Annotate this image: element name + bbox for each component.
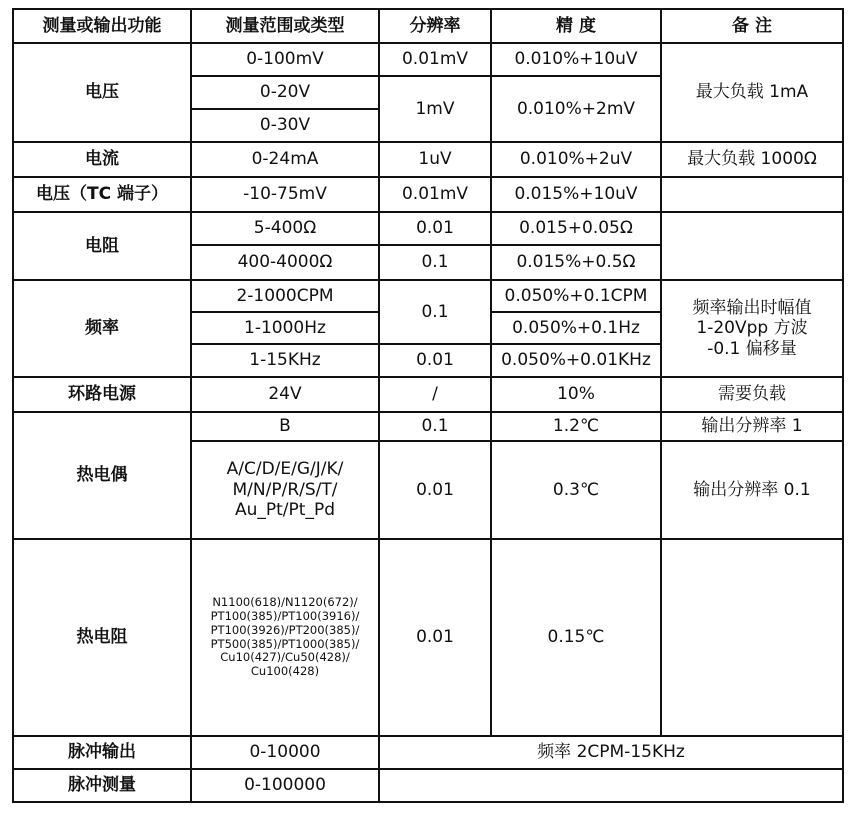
accuracy-cell: 0.050%+0.1Hz <box>491 312 661 344</box>
range-cell: 400-4000Ω <box>191 245 379 280</box>
header-note: 备 注 <box>661 9 843 43</box>
accuracy-cell: 0.010%+2mV <box>491 76 661 142</box>
range-cell: 24V <box>191 377 379 412</box>
resolution-cell: 0.01mV <box>379 43 491 76</box>
range-cell: B <box>191 412 379 441</box>
function-cell: 热电阻 <box>13 539 191 736</box>
accuracy-cell: 1.2℃ <box>491 412 661 441</box>
note-cell: 输出分辨率 0.1 <box>661 441 843 539</box>
accuracy-cell: 0.050%+0.1CPM <box>491 280 661 312</box>
accuracy-cell: 0.015%+10uV <box>491 177 661 212</box>
resolution-cell: 0.1 <box>379 280 491 344</box>
range-cell: 1-15KHz <box>191 344 379 377</box>
note-line: 频率输出时幅值 <box>692 297 812 318</box>
resolution-cell: 0.01 <box>379 212 491 245</box>
table-row <box>13 412 843 441</box>
resolution-cell: 0.01 <box>379 539 491 736</box>
range-line: M/N/P/R/S/T/ <box>232 479 338 500</box>
range-cell: 0-30V <box>191 109 379 142</box>
function-cell: 电压 <box>13 43 191 142</box>
accuracy-cell: 0.15℃ <box>491 539 661 736</box>
range-line: PT100(385)/PT100(3916)/ <box>210 608 360 623</box>
header-resolution: 分辨率 <box>379 9 491 43</box>
accuracy-cell: 0.050%+0.01KHz <box>491 344 661 377</box>
table-row <box>13 539 843 736</box>
note-cell <box>661 177 843 212</box>
span-cell <box>379 769 843 802</box>
note-cell: 需要负载 <box>661 377 843 412</box>
range-line: Au_Pt/Pt_Pd <box>234 500 335 521</box>
range-cell <box>191 539 379 736</box>
resolution-cell: 1uV <box>379 142 491 177</box>
accuracy-cell: 0.010%+2uV <box>491 142 661 177</box>
accuracy-cell: 0.015+0.05Ω <box>491 212 661 245</box>
function-cell: 环路电源 <box>13 377 191 412</box>
resolution-cell: / <box>379 377 491 412</box>
note-cell <box>661 212 843 280</box>
range-cell <box>191 441 379 539</box>
range-cell: 0-100000 <box>191 769 379 802</box>
function-cell: 电阻 <box>13 212 191 280</box>
function-cell: 脉冲输出 <box>13 736 191 769</box>
range-line: Cu100(428) <box>250 664 320 679</box>
range-line: A/C/D/E/G/J/K/ <box>226 459 344 480</box>
table-row <box>13 736 843 769</box>
function-cell: 电压（TC 端子） <box>13 177 191 212</box>
spec-table <box>12 8 844 803</box>
table-row <box>13 377 843 412</box>
range-cell: 0-10000 <box>191 736 379 769</box>
note-cell: 输出分辨率 1 <box>661 412 843 441</box>
function-cell: 脉冲测量 <box>13 769 191 802</box>
resolution-cell: 0.01 <box>379 344 491 377</box>
note-line: -0.1 偏移量 <box>707 338 797 359</box>
function-cell: 频率 <box>13 280 191 377</box>
header-accuracy: 精 度 <box>491 9 661 43</box>
note-cell: 最大负载 1mA <box>661 43 843 142</box>
range-line: PT500(385)/PT1000(385)/ <box>210 636 360 651</box>
resolution-cell: 0.01mV <box>379 177 491 212</box>
range-cell: 0-100mV <box>191 43 379 76</box>
function-cell: 电流 <box>13 142 191 177</box>
range-cell: 0-20V <box>191 76 379 109</box>
range-line: PT100(3926)/PT200(385)/ <box>210 622 360 637</box>
table-row <box>13 212 843 245</box>
range-cell: 0-24mA <box>191 142 379 177</box>
table-row <box>13 177 843 212</box>
accuracy-cell: 0.010%+10uV <box>491 43 661 76</box>
table-row <box>13 280 843 312</box>
function-cell: 热电偶 <box>13 412 191 539</box>
header-range: 测量范围或类型 <box>191 9 379 43</box>
note-cell <box>661 280 843 377</box>
resolution-cell: 0.01 <box>379 441 491 539</box>
note-cell: 最大负载 1000Ω <box>661 142 843 177</box>
range-cell: 1-1000Hz <box>191 312 379 344</box>
table-row <box>13 142 843 177</box>
resolution-cell: 0.1 <box>379 245 491 280</box>
resolution-cell: 0.1 <box>379 412 491 441</box>
header-function: 测量或输出功能 <box>13 9 191 43</box>
range-line: N1100(618)/N1120(672)/ <box>212 595 358 610</box>
note-line: 1-20Vpp 方波 <box>696 318 808 339</box>
accuracy-cell: 0.015%+0.5Ω <box>491 245 661 280</box>
header-row <box>13 9 843 43</box>
range-cell: 2-1000CPM <box>191 280 379 312</box>
note-cell <box>661 539 843 736</box>
range-line: Cu10(427)/Cu50(428)/ <box>220 650 350 665</box>
accuracy-cell: 10% <box>491 377 661 412</box>
resolution-cell: 1mV <box>379 76 491 142</box>
range-cell: -10-75mV <box>191 177 379 212</box>
accuracy-cell: 0.3℃ <box>491 441 661 539</box>
table-row <box>13 43 843 76</box>
span-cell: 频率 2CPM-15KHz <box>379 736 843 769</box>
table-row <box>13 769 843 802</box>
range-cell: 5-400Ω <box>191 212 379 245</box>
